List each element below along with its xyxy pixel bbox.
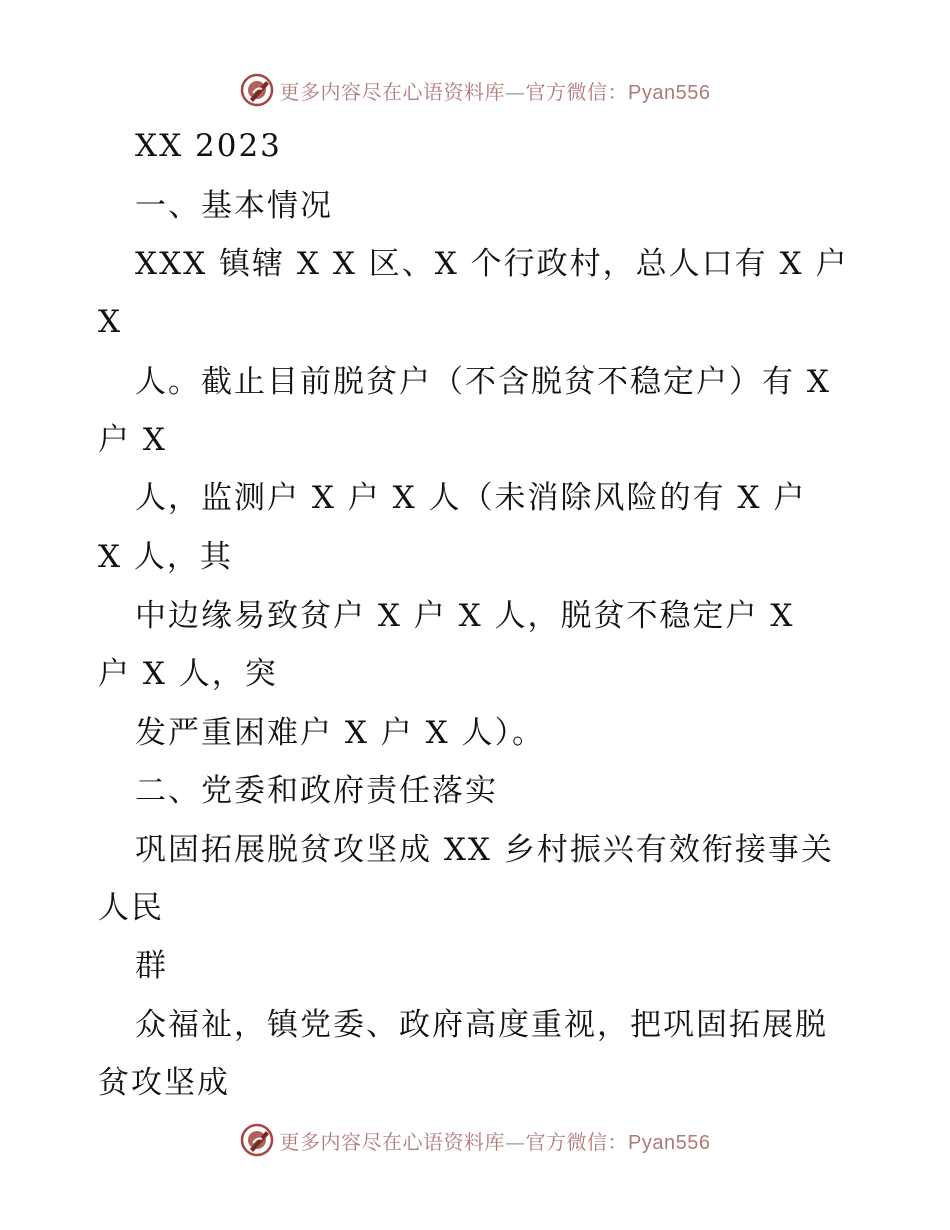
paragraph-line: 人，监测户 X 户 X 人（未消除风险的有 X 户 [135, 480, 807, 516]
paragraph-line: 众福祉，镇党委、政府高度重视，把巩固拓展脱 [135, 1007, 828, 1043]
pen-logo-icon [240, 73, 274, 107]
paragraph-line: 人。截止目前脱贫户（不含脱贫不稳定户）有 X [135, 364, 831, 400]
footer-watermark [0, 1120, 950, 1160]
pen-logo-icon [240, 1123, 274, 1157]
paragraph-line: X [98, 304, 123, 340]
watermark-text: 更多内容尽在心语资料库—官方微信：Pyan556 [279, 1129, 711, 1154]
paragraph-line: 户 X 人，突 [98, 656, 278, 692]
header-watermark [0, 70, 950, 110]
paragraph-line: 中边缘易致贫户 X 户 X 人，脱贫不稳定户 X [135, 598, 795, 634]
paragraph-line: XXX 镇辖 X X 区、X 个行政村，总人口有 X 户 [135, 246, 849, 282]
paragraph-line: 群 [135, 948, 168, 984]
paragraph-line: 贫攻坚成 [98, 1065, 230, 1101]
watermark-text: 更多内容尽在心语资料库—官方微信：Pyan556 [279, 79, 711, 104]
section-heading-2: 二、党委和政府责任落实 [135, 773, 498, 809]
paragraph-line: 人民 [98, 890, 164, 926]
paragraph-line: 巩固拓展脱贫攻坚成 XX 乡村振兴有效衔接事关 [135, 832, 834, 868]
paragraph-line: 发严重困难户 X 户 X 人）。 [135, 715, 546, 751]
section-heading-1: 一、基本情况 [135, 188, 333, 224]
paragraph-line: 户 X [98, 422, 167, 458]
paragraph-line: X 人，其 [98, 539, 233, 575]
doc-title: XX 2023 [135, 128, 282, 164]
